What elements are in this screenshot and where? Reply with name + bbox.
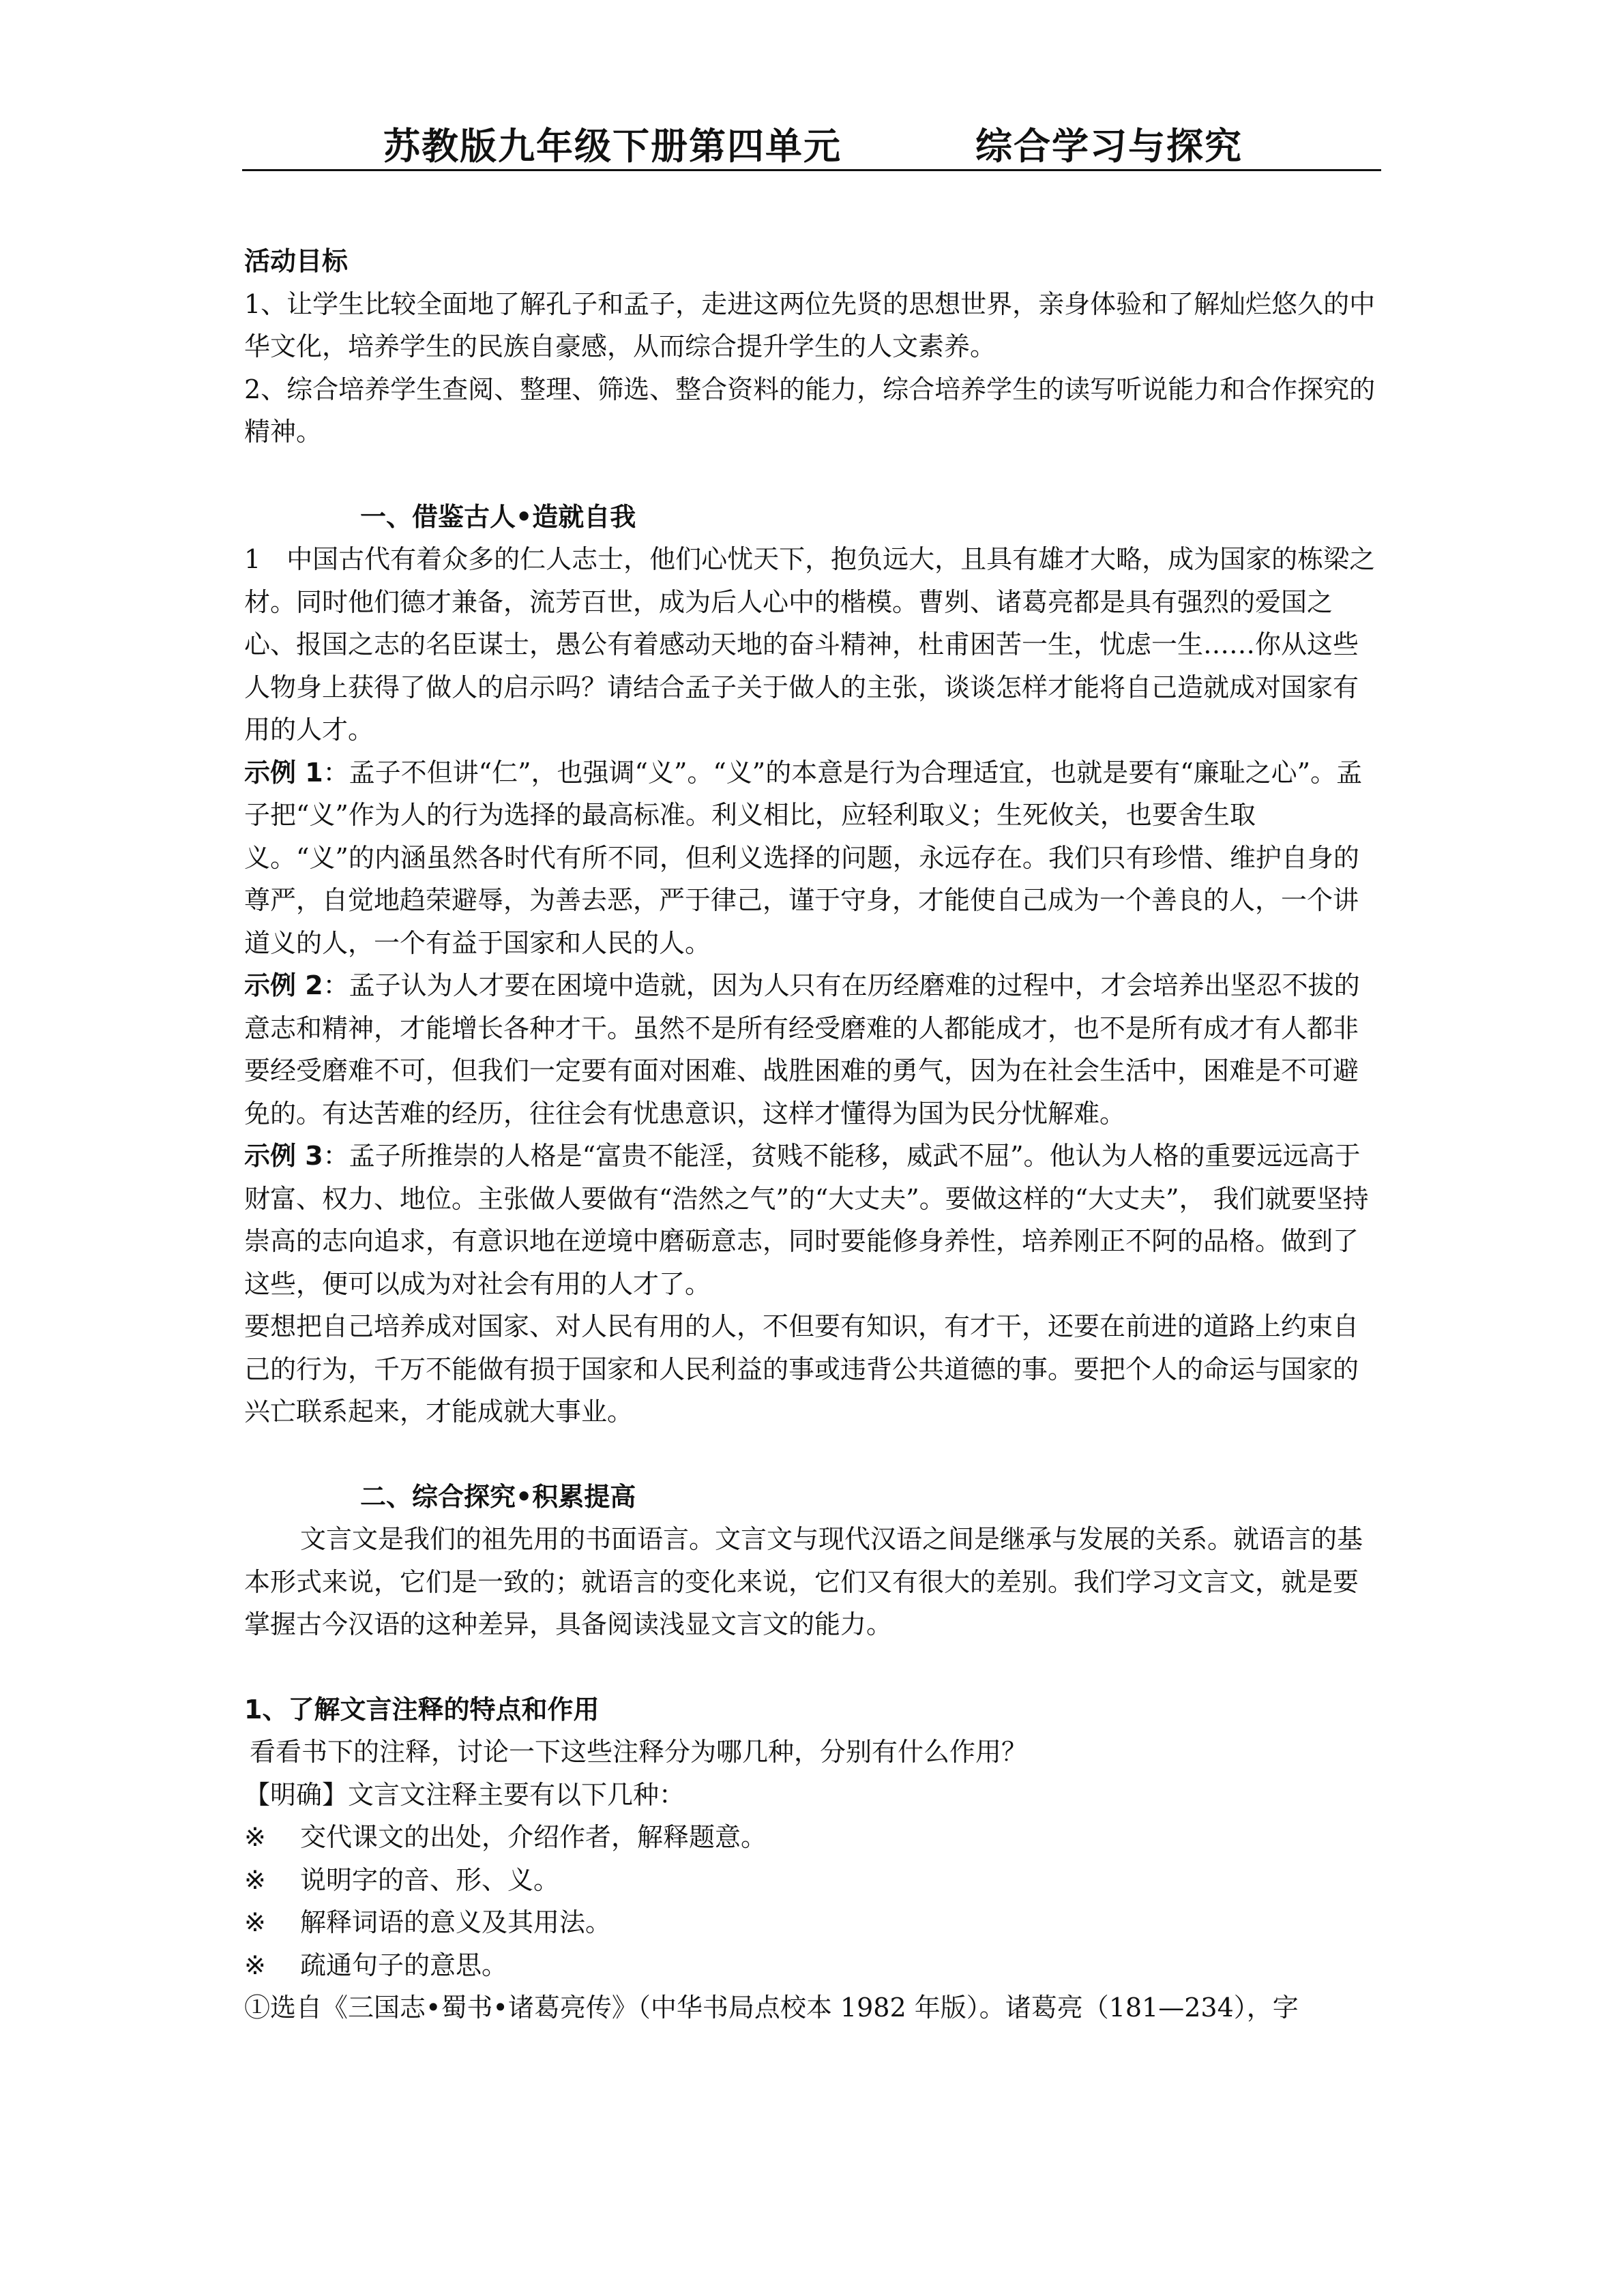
sub1-heading: 1、了解文言注释的特点和作用 <box>244 1694 600 1725</box>
example-1-label: 示例 1 <box>244 757 323 788</box>
spacer <box>244 1433 1383 1476</box>
example-3-label: 示例 3 <box>244 1141 323 1171</box>
note-example: ①选自《三国志•蜀书•诸葛亮传》（中华书局点校本 1982 年版）。诸葛亮（181—234），字 <box>244 1993 1299 2023</box>
title-left: 苏教版九年级下册第四单元 <box>383 125 842 168</box>
section2-heading: 二、综合探究•积累提高 <box>360 1481 636 1512</box>
bullet-2-text: 说明字的音、形、义。 <box>300 1864 560 1895</box>
section1-conclusion: 要想把自己培养成对国家、对人民有用的人，不但要有知识，有才干，还要在前进的道路上约束自己的行为，千万不能做有损于国家和人民利益的事或违背公共道德的事。要把个人的命运与国家的兴亡联系起来，才能成就大事业。 <box>244 1311 1359 1427</box>
section1-question: 1 中国古代有着众多的仁人志士，他们心忧天下，抱负远大，且具有雄才大略，成为国家的栋梁之材。同时他们德才兼备，流芳百世，成为后人心中的楷模。曹刿、诸葛亮都是具有强烈的爱国之心、报国之志的名臣谋士，愚公有着感动天地的奋斗精神，杜甫困苦一生，忧虑一生……你从这些人物身上获得了做人的启示吗？请结合孟子关于做人的主张，谈谈怎样才能将自己造就成对国家有用的人才。 <box>244 544 1376 745</box>
bullet-1-text: 交代课文的出处，介绍作者，解释题意。 <box>300 1822 767 1852</box>
reference-mark-icon: ※ <box>244 1822 266 1852</box>
bullet-4-text: 疏通句子的意思。 <box>300 1950 508 1980</box>
example-3-text: ：孟子所推崇的人格是“富贵不能淫，贫贱不能移，威武不屈”。他认为人格的重要远远高于财富、权力、地位。主张做人要做有“浩然之气”的“大丈夫”。要做这样的“大丈夫”， 我们就要坚持崇高的志向追求，有意识地在逆境中磨砺意志，同时要能修身养性，培养刚正不阿的品格。做到了这些，便可以成为对社会有用的人才了。 <box>244 1141 1369 1299</box>
spacer <box>244 1646 1383 1688</box>
example-1 <box>244 751 1383 965</box>
bullet-3 <box>244 1901 1383 1944</box>
title-right: 综合学习与探究 <box>975 125 1243 168</box>
spacer <box>244 453 1383 496</box>
sub1-question: 看看书下的注释，讨论一下这些注释分为哪几种，分别有什么作用？ <box>250 1737 1028 1767</box>
section1-heading: 一、借鉴古人•造就自我 <box>360 501 636 532</box>
page-title <box>242 115 1381 171</box>
document-body <box>244 240 1383 2029</box>
example-1-text: ：孟子不但讲“仁”，也强调“义”。“义”的本意是行为合理适宜，也就是要有“廉耻之心”。孟子把“义”作为人的行为选择的最高标准。利义相比，应轻利取义；生死攸关，也要舍生取义。“义”的内涵虽然各时代有所不同，但利义选择的问题，永远存在。我们只有珍惜、维护自身的尊严，自觉地趋荣避辱，为善去恶，严于律己，谨于守身，才能使自己成为一个善良的人，一个讲道义的人，一个有益于国家和人民的人。 <box>244 757 1363 958</box>
reference-mark-icon: ※ <box>244 1950 266 1980</box>
example-2-text: ：孟子认为人才要在困境中造就，因为人只有在历经磨难的过程中，才会培养出坚忍不拔的意志和精神，才能增长各种才干。虽然不是所有经受磨难的人都能成才，也不是所有成才有人都非要经受磨难不可，但我们一定要有面对困难、战胜困难的勇气，因为在社会生活中，困难是不可避免的。有达苦难的经历，往往会有忧患意识，这样才懂得为国为民分忧解难。 <box>244 970 1360 1129</box>
bullet-3-text: 解释词语的意义及其用法。 <box>300 1907 612 1937</box>
section2-intro: 文言文是我们的祖先用的书面语言。文言文与现代汉语之间是继承与发展的关系。就语言的基本形式来说，它们是一致的；就语言的变化来说，它们又有很大的差别。我们学习文言文，就是要掌握古今汉语的这种差异，具备阅读浅显文言文的能力。 <box>244 1524 1363 1639</box>
sub1-answer-intro: 【明确】文言文注释主要有以下几种： <box>244 1779 685 1810</box>
goal-item-1: 1、让学生比较全面地了解孔子和孟子，走进这两位先贤的思想世界，亲身体验和了解灿烂悠久的中华文化，培养学生的民族自豪感，从而综合提升学生的人文素养。 <box>244 288 1376 361</box>
goal-item-2: 2、综合培养学生查阅、整理、筛选、整合资料的能力，综合培养学生的读写听说能力和合作探究的精神。 <box>244 374 1376 447</box>
bullet-2 <box>244 1859 1383 1902</box>
example-3 <box>244 1135 1383 1305</box>
example-2-label: 示例 2 <box>244 970 323 1000</box>
bullet-1 <box>244 1816 1383 1859</box>
goals-heading: 活动目标 <box>244 246 349 276</box>
example-2 <box>244 964 1383 1135</box>
bullet-4 <box>244 1944 1383 1987</box>
reference-mark-icon: ※ <box>244 1864 266 1895</box>
reference-mark-icon: ※ <box>244 1907 266 1937</box>
